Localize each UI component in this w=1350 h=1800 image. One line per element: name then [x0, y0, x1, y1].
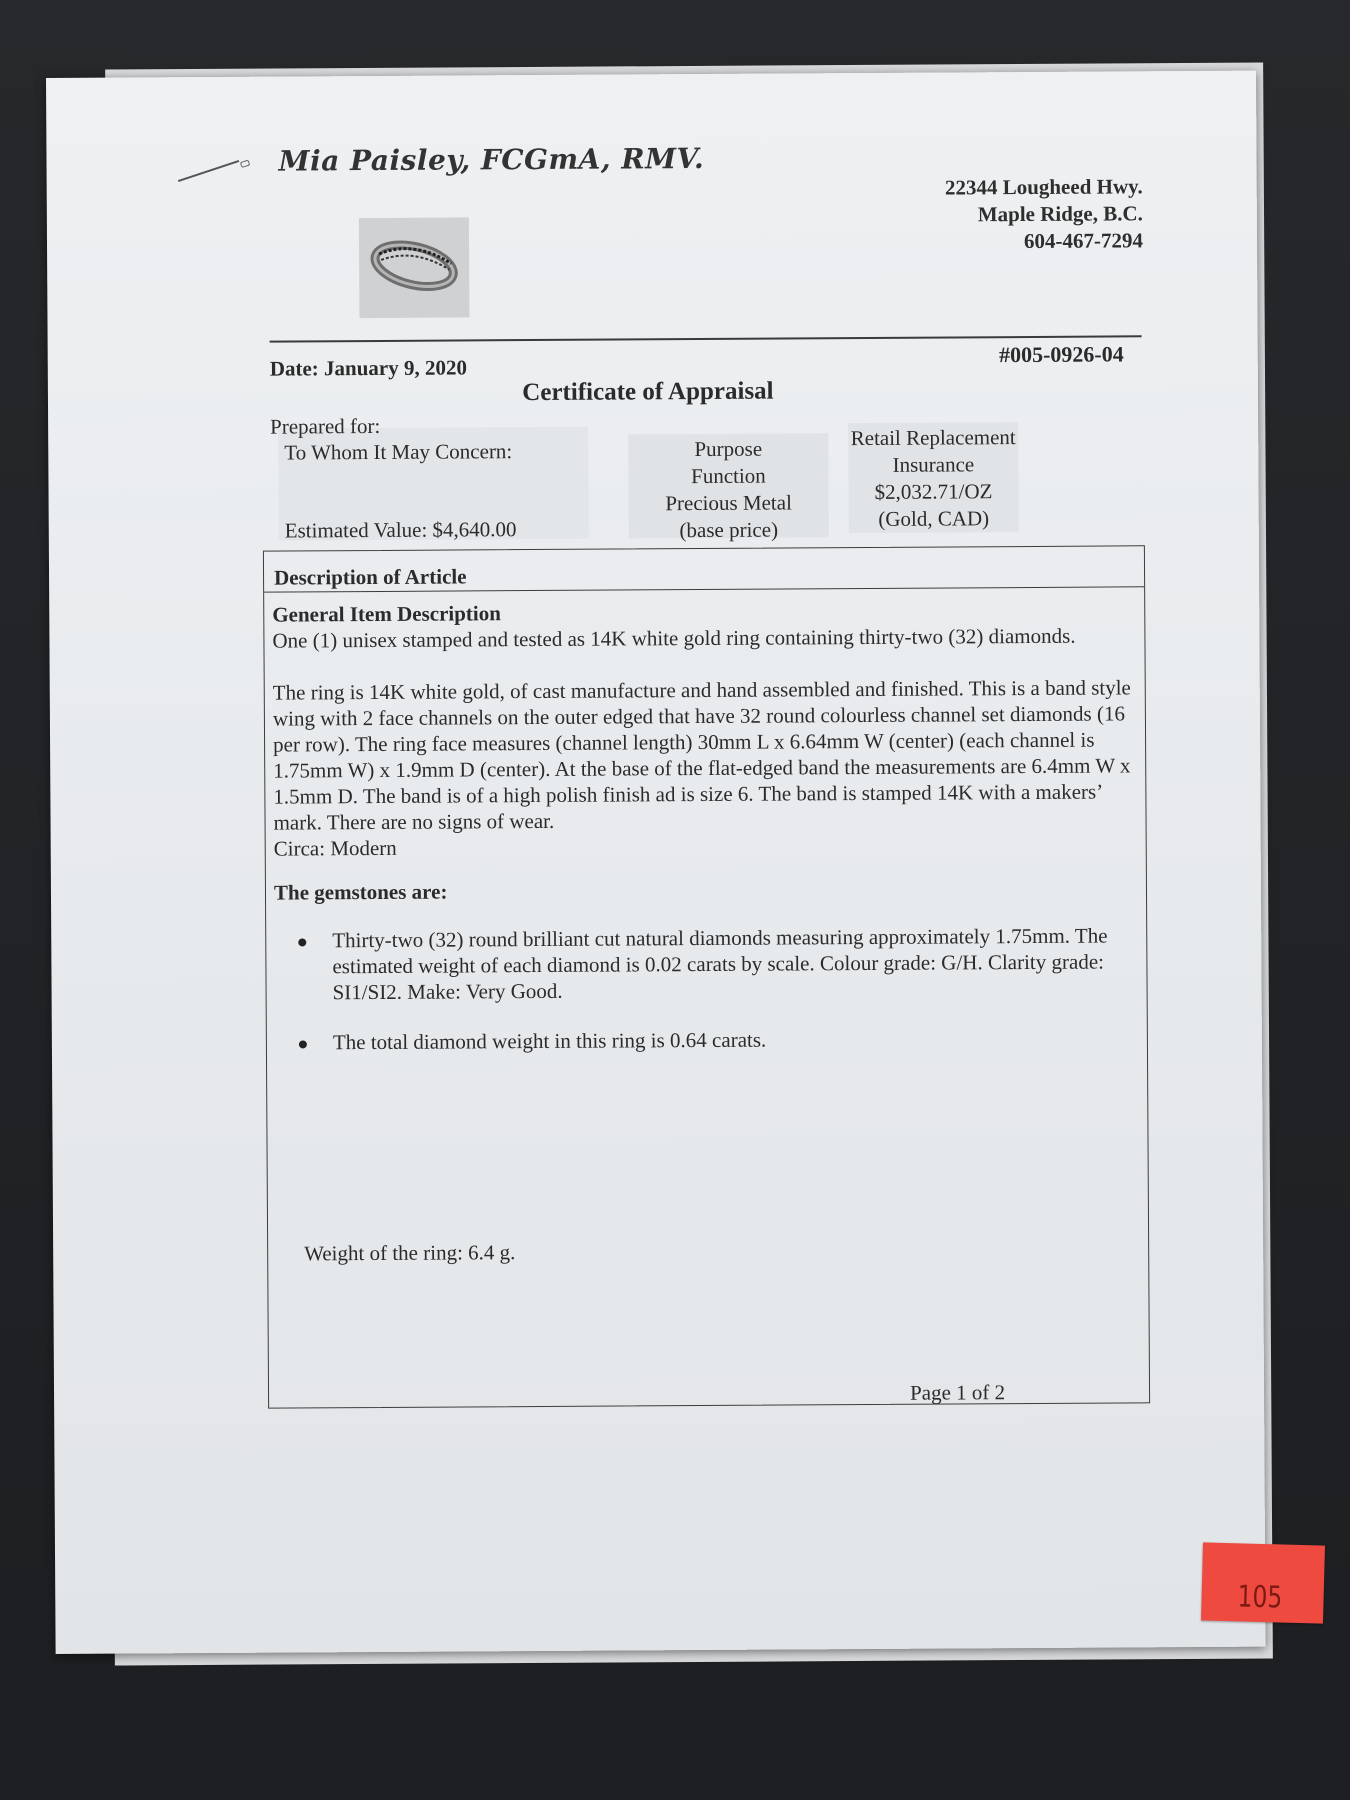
- list-item: [332, 922, 1134, 1005]
- page-number: Page 1 of 2: [909, 1380, 1006, 1405]
- list-item: [333, 1024, 1135, 1055]
- gemstone-list: [274, 922, 1135, 1055]
- metal-price-note: (Gold, CAD): [878, 506, 990, 531]
- item-circa: Circa: Modern: [273, 835, 397, 861]
- function-value: Insurance: [892, 452, 975, 477]
- item-summary: One (1) unisex stamped and tested as 14K white gold ring containing thirty-two (32) diamonds.: [272, 623, 1076, 653]
- ring-image: [359, 217, 470, 318]
- precious-metal-label: Precious Metal: [665, 490, 792, 516]
- item-detail: The ring is 14K white gold, of cast manufacture and hand assembled and finished. This is a band style wing with 2 face channels on the outer edged that have 32 round colourless channel set diamonds (16 per row). The ring face measures (channel length) 30mm L x 6.64mm W (center) (each channel is 1.75mm W) x 1.9mm D (center). At the base of the flat-edged band the measurements are 6.4mm W x 1.5mm D. The band is of a high polish finish ad is size 6. The band is stamped 14K with a makers’ mark. There are no signs of wear.: [272, 675, 1131, 835]
- gemstone-text: The total diamond weight in this ring is 0.64 carats.: [332, 1027, 767, 1055]
- description-heading: Description of Article: [273, 564, 467, 590]
- bullet-icon: [299, 1040, 307, 1048]
- ring-photo: [359, 217, 470, 318]
- gemstone-text: Thirty-two (32) round brilliant cut natural diamonds measuring approximately 1.75mm. The estimated weight of each diamond is 0.02 carats by scale. Colour grade: G/H. Clarity grade: SI1/SI2. Make: Very Good.: [332, 923, 1108, 1005]
- prepared-for-recipient: To Whom It May Concern:: [284, 439, 513, 465]
- pen-stroke-end: [240, 160, 250, 169]
- ring-weight: Weight of the ring: 6.4 g.: [304, 1240, 516, 1266]
- description-box: [263, 545, 1150, 1408]
- certificate-number: #005-0926-04: [998, 341, 1124, 368]
- tag-number: 105: [1237, 1579, 1283, 1616]
- exhibit-tag: [1201, 1542, 1325, 1623]
- pen-stroke-mark: [178, 160, 239, 182]
- address-phone: 604-467-7294: [1023, 228, 1144, 254]
- estimated-value: Estimated Value: $4,640.00: [284, 517, 517, 543]
- base-price-label: (base price): [679, 517, 779, 543]
- document-title: Certificate of Appraisal: [522, 377, 774, 407]
- purpose-value: Retail Replacement: [850, 425, 1016, 451]
- description-body: [272, 596, 1135, 1079]
- appraisal-date: Date: January 9, 2020: [269, 355, 468, 381]
- purpose-label: Purpose: [694, 436, 763, 462]
- metal-price-value: $2,032.71/OZ: [874, 479, 993, 504]
- general-description-heading: General Item Description: [272, 601, 501, 627]
- appraiser-name: Mia Paisley, FCGmA, RMV.: [278, 141, 705, 178]
- address-city: Maple Ridge, B.C.: [977, 201, 1143, 227]
- prepared-for-label: Prepared for:: [270, 413, 381, 439]
- address-street: 22344 Lougheed Hwy.: [944, 174, 1143, 200]
- appraiser-address: [747, 173, 1143, 256]
- details-values: [838, 424, 1029, 533]
- appraisal-page: [46, 71, 1266, 1654]
- gemstones-heading: The gemstones are:: [273, 879, 448, 905]
- details-labels: [628, 435, 829, 544]
- function-label: Function: [691, 463, 766, 489]
- description-header: [264, 546, 1144, 592]
- bullet-icon: [298, 938, 306, 946]
